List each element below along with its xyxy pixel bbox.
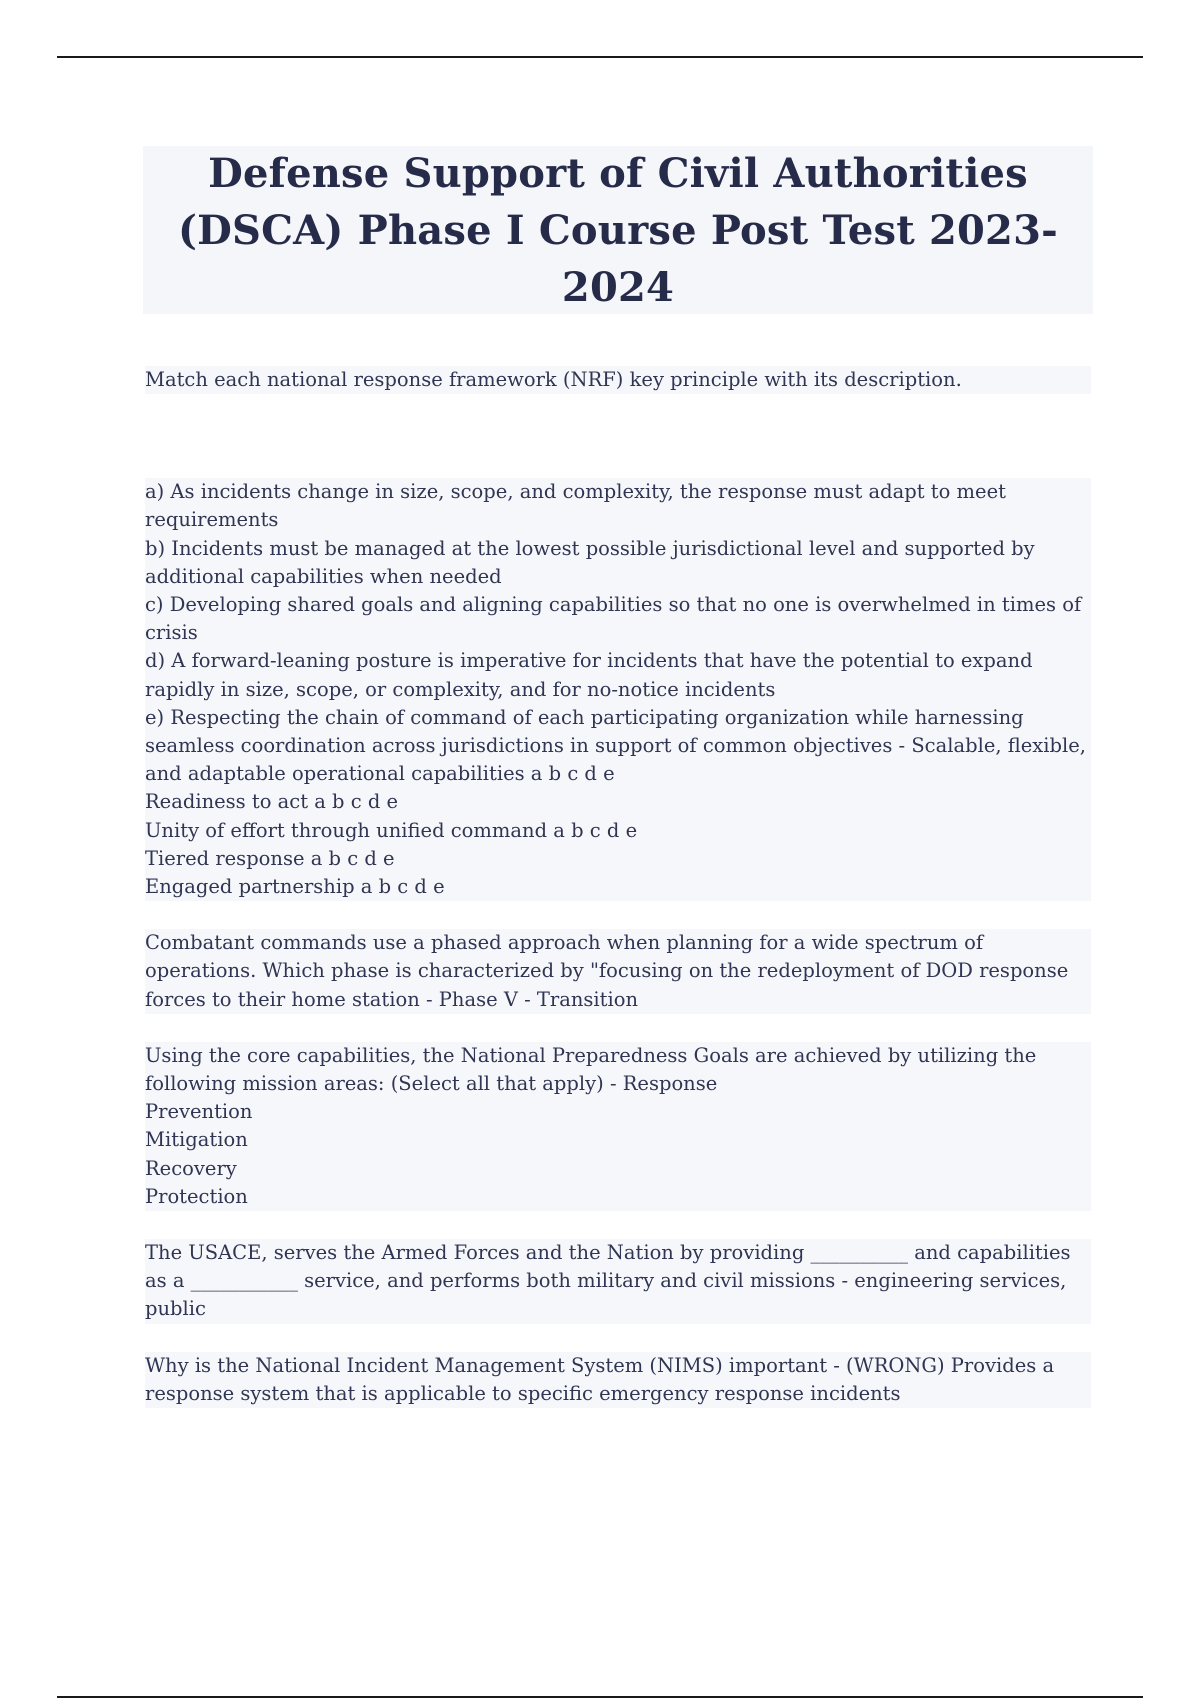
match-item: Unity of effort through unified command a b c d e	[145, 817, 1091, 845]
spacer	[145, 1324, 1091, 1352]
document-title: Defense Support of Civil Authorities (DSCA) Phase I Course Post Test 2023-2024	[178, 149, 1058, 311]
match-item: Tiered response a b c d e	[145, 845, 1091, 873]
match-item: Readiness to act a b c d e	[145, 788, 1091, 816]
option-a: a) As incidents change in size, scope, and complexity, the response must adapt to meet requirements	[145, 478, 1091, 534]
option-e: e) Respecting the chain of command of each participating organization while harnessing seamless coordination across jurisdictions in support of common objectives - Scalable, flexible, and adaptable operational capabilities a b c d e	[145, 704, 1091, 789]
question-prompt: Match each national response framework (NRF) key principle with its description.	[145, 366, 1091, 394]
question-text: Combatant commands use a phased approach when planning for a wide spectrum of operations. Which phase is characterized by "focusing on the redeployment of DOD response forces to their home station - Phase V - Transition	[145, 929, 1091, 1014]
top-rule	[57, 56, 1143, 58]
question-text: Why is the National Incident Management System (NIMS) important - (WRONG) Provides a response system that is applicable to specific emergency response incidents	[145, 1352, 1091, 1408]
answer-list-item: Prevention	[145, 1098, 1091, 1126]
answer-list-item: Protection	[145, 1183, 1091, 1211]
question-text: Using the core capabilities, the National Preparedness Goals are achieved by utilizing the following mission areas: (Select all that apply) - Response	[145, 1042, 1091, 1098]
spacer	[145, 1211, 1091, 1239]
question-text: The USACE, serves the Armed Forces and the Nation by providing __________ and capabilities as a ___________ service, and performs both military and civil missions - engineering services, public	[145, 1239, 1091, 1324]
spacer	[145, 901, 1091, 929]
option-b: b) Incidents must be managed at the lowest possible jurisdictional level and supported by additional capabilities when needed	[145, 535, 1091, 591]
answer-list-item: Recovery	[145, 1155, 1091, 1183]
option-c: c) Developing shared goals and aligning capabilities so that no one is overwhelmed in times of crisis	[145, 591, 1091, 647]
spacer	[145, 1014, 1091, 1042]
spacer	[145, 394, 1091, 478]
bottom-rule	[57, 1696, 1143, 1698]
answer-list-item: Mitigation	[145, 1126, 1091, 1154]
title-banner	[143, 146, 1093, 314]
document-body	[145, 366, 1091, 1408]
option-d: d) A forward-leaning posture is imperative for incidents that have the potential to expand rapidly in size, scope, or complexity, and for no-notice incidents	[145, 647, 1091, 703]
match-item: Engaged partnership a b c d e	[145, 873, 1091, 901]
